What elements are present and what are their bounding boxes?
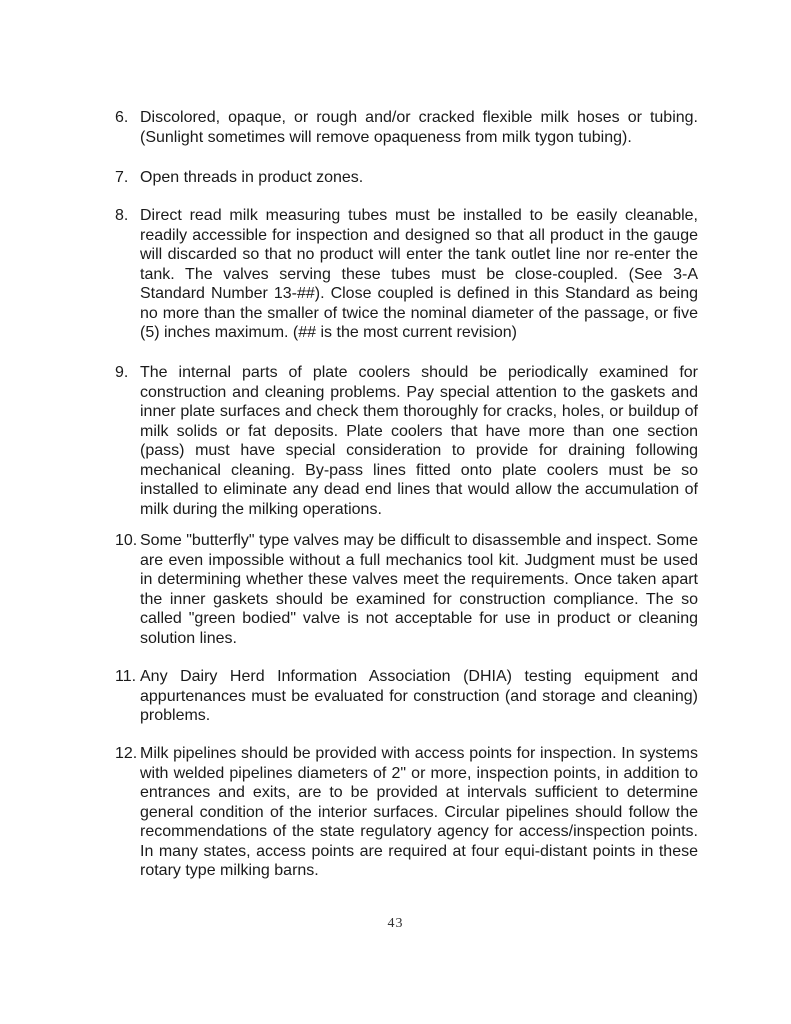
list-item-9 bbox=[115, 363, 698, 519]
item-text: Milk pipelines should be provided with access points for inspection. In systems with welded pipelines diameters of 2" or more, inspection points, in addition to entrances and exits, are to be provided at intervals sufficient to determine general condition of the interior surfaces. Circular pipelines should follow the recommendations of the state regulatory agency for access/inspection points. In many states, access points are required at four equi-distant points in these rotary type milking barns. bbox=[140, 745, 698, 879]
item-text: Direct read milk measuring tubes must be installed to be easily cleanable, readily accessible for inspection and designed so that all product in the gauge will discarded so that no product will enter the tank outlet line nor re-enter the tank. The valves serving these tubes must be close-coupled. (See 3-A Standard Number 13-##). Close coupled is defined in this Standard as being no more than the smaller of twice the nominal diameter of the passage, or five (5) inches maximum. (## is the most current revision) bbox=[140, 207, 698, 341]
item-text: The internal parts of plate coolers should be periodically examined for construction and cleaning problems. Pay special attention to the gaskets and inner plate surfaces and check them thoroughly for cracks, holes, or buildup of milk solids or fat deposits. Plate coolers that have more than one section (pass) must have special consideration to provide for draining following mechanical cleaning. By-pass lines fitted onto plate coolers must be so installed to eliminate any dead end lines that would allow the accumulation of milk during the milking operations. bbox=[140, 364, 698, 518]
item-number: 9. bbox=[115, 364, 129, 381]
item-number: 7. bbox=[115, 169, 129, 186]
item-number: 10. bbox=[115, 532, 138, 549]
item-number: 12. bbox=[115, 745, 138, 762]
page-number: 43 bbox=[387, 916, 404, 931]
list-item-7 bbox=[115, 168, 698, 188]
item-text: Open threads in product zones. bbox=[140, 169, 364, 186]
list-item-6 bbox=[115, 108, 698, 147]
item-text: Discolored, opaque, or rough and/or cracked flexible milk hoses or tubing. (Sunlight sometimes will remove opaqueness from milk tygon tubing). bbox=[140, 109, 698, 146]
item-number: 11. bbox=[115, 668, 137, 685]
list-item-8 bbox=[115, 206, 698, 343]
list-item-10 bbox=[115, 531, 698, 648]
item-text: Any Dairy Herd Information Association (DHIA) testing equipment and appurtenances must be evaluated for construction (and storage and cleaning) problems. bbox=[140, 668, 698, 724]
list-item-12 bbox=[115, 744, 698, 881]
list-item-11 bbox=[115, 667, 698, 726]
item-number: 8. bbox=[115, 207, 129, 224]
item-number: 6. bbox=[115, 109, 129, 126]
item-text: Some "butterfly" type valves may be difficult to disassemble and inspect. Some are even impossible without a full mechanics tool kit. Judgment must be used in determining whether these valves meet the requirements. Once taken apart the inner gaskets should be examined for construction compliance. The so called "green bodied" valve is not acceptable for use in product or cleaning solution lines. bbox=[140, 532, 698, 647]
